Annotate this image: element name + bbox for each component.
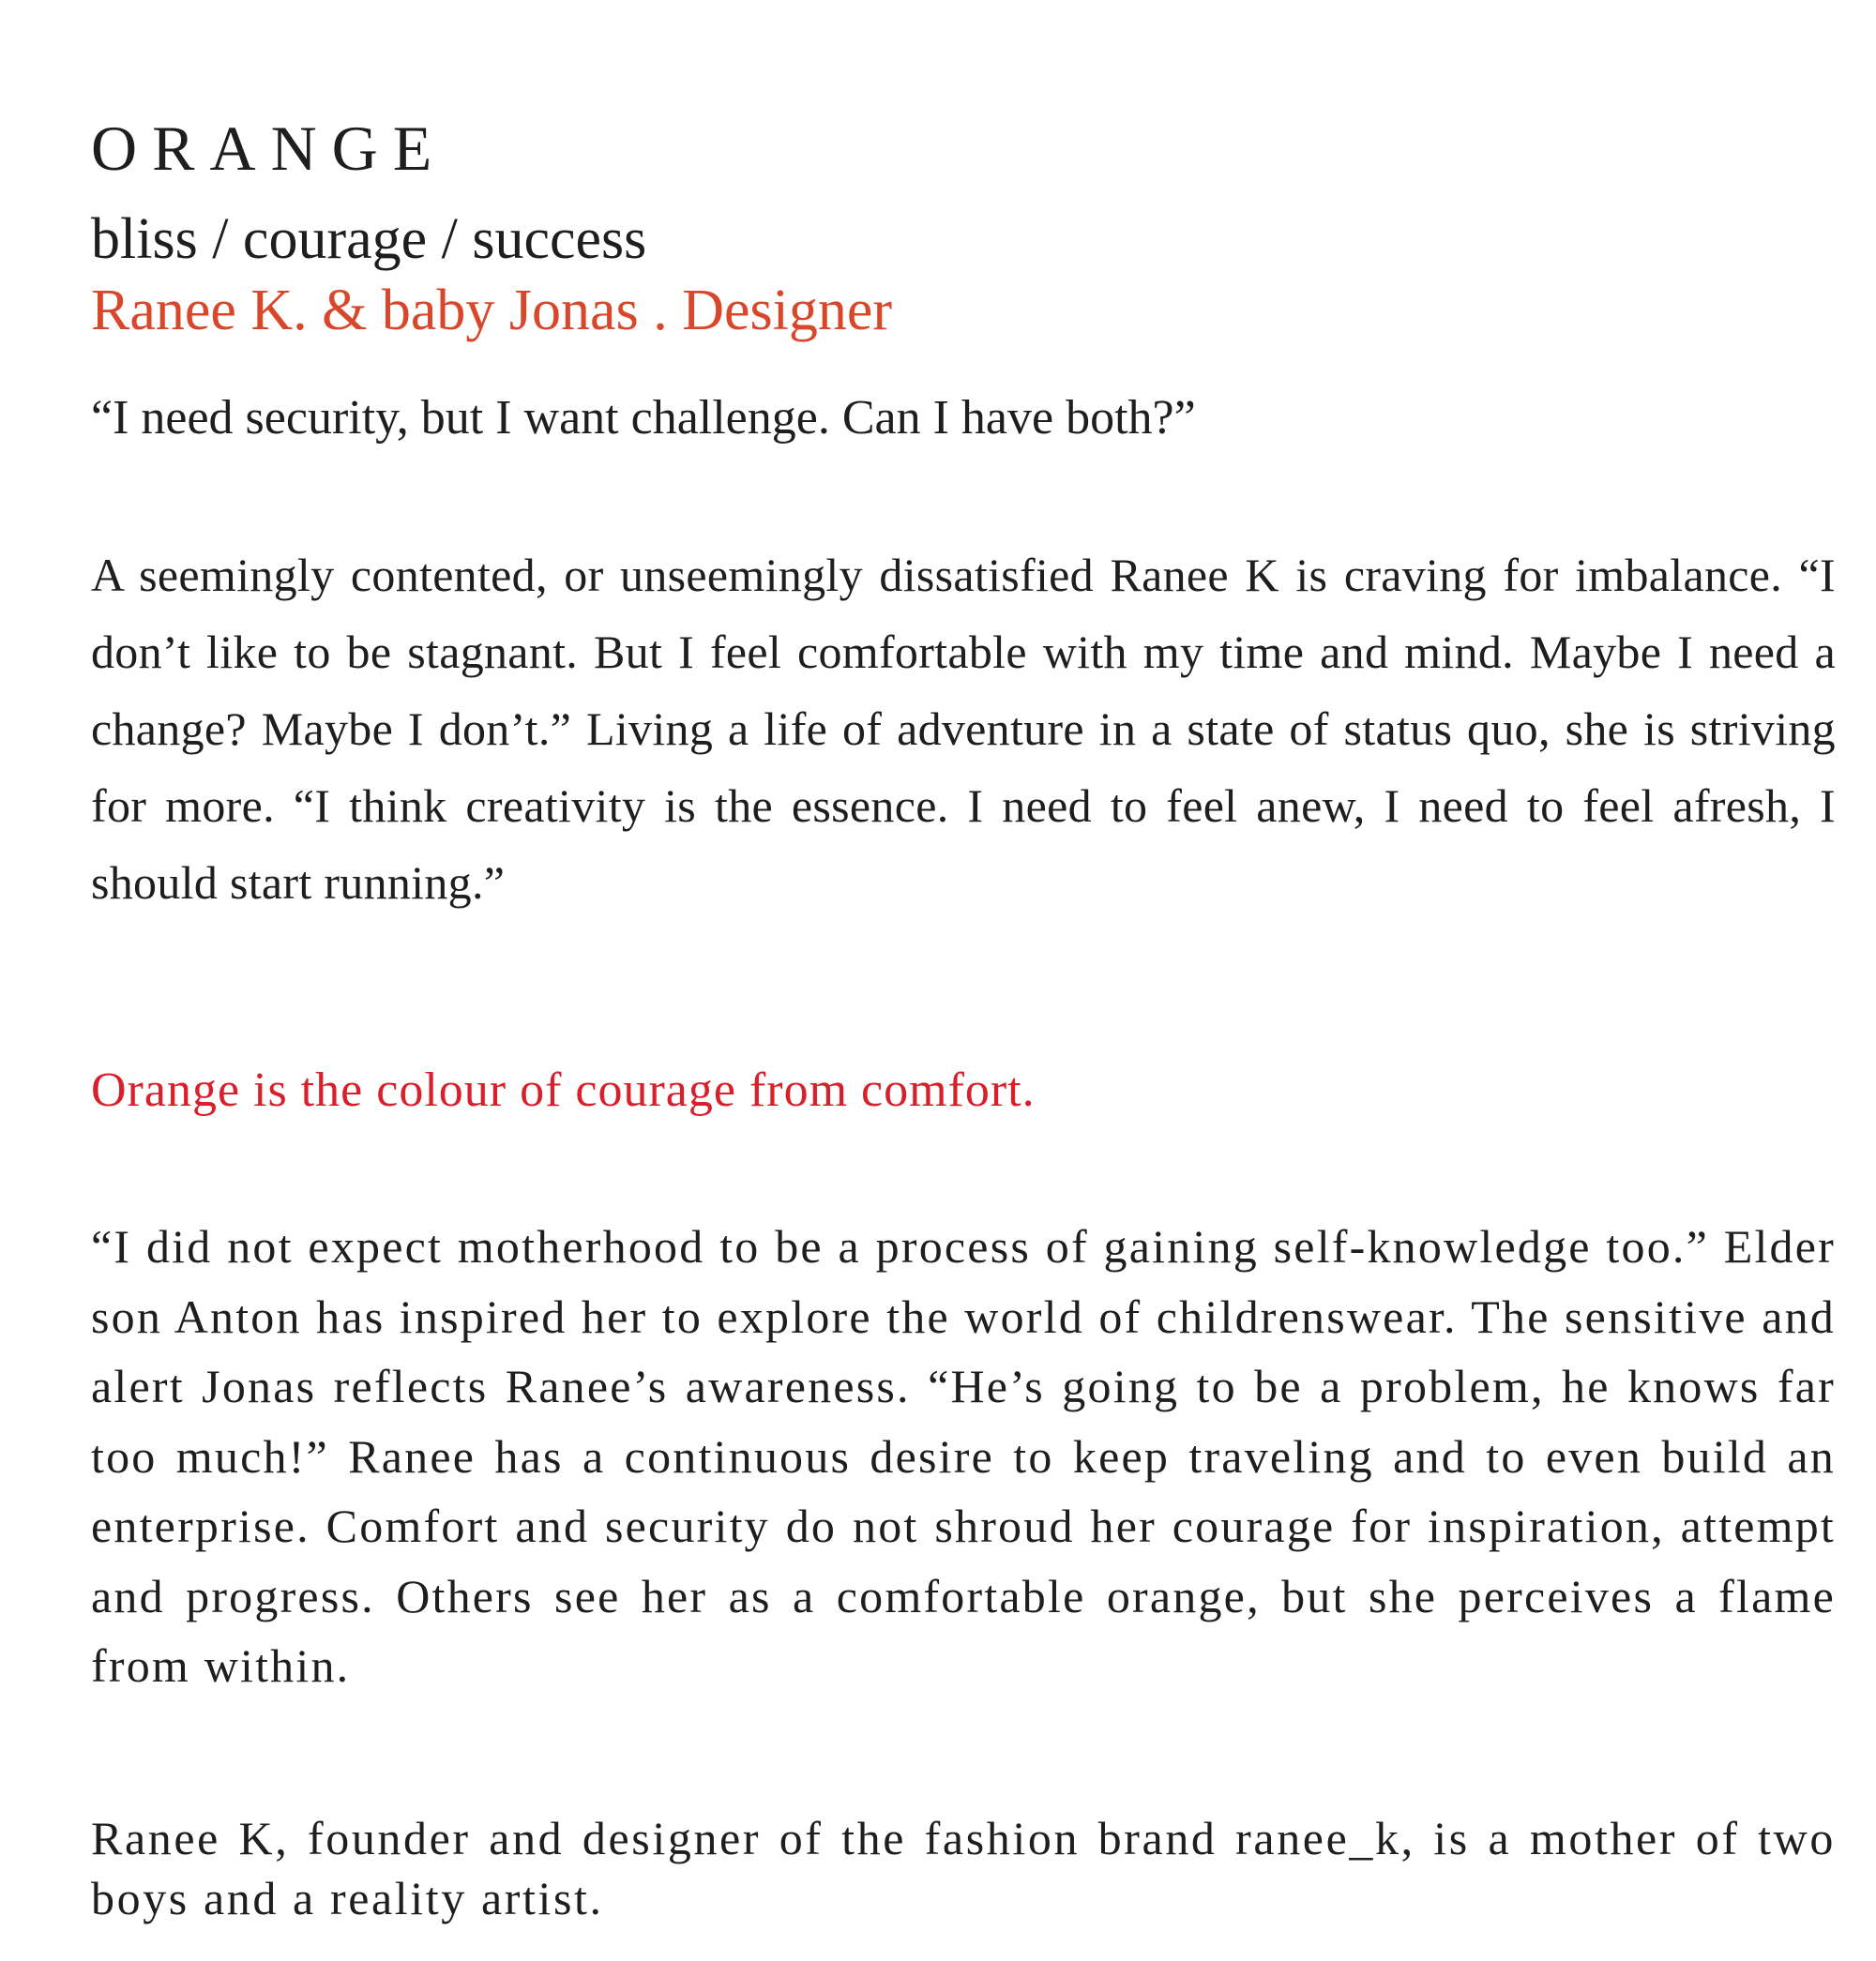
keywords-line: bliss / courage / success [91,207,647,271]
bio-paragraph: Ranee K, founder and designer of the fashion brand ranee_k, is a mother of two boys and a reality artist. [91,1812,1836,1924]
body-paragraph-1: A seemingly contented, or unseemingly dissatisfied Ranee K is craving for imbalance. “I don’t like to be stagnant. But I feel comfortable with my time and mind. Maybe I need a change? Maybe I don’t.” Living a life of adventure in a state of status quo, she is striving for more. “I think creativity is the essence. I need to feel anew, I need to feel afresh, I should start running.” [91,549,1836,909]
body-paragraph-2: “I did not expect motherhood to be a process of gaining self-knowledge too.” Elder son Anton has inspired her to explore the world of childrenswear. The sensitive and alert Jonas reflects Ranee’s awareness. “He’s going to be a problem, he knows far too much!” Ranee has a continuous desire to keep traveling and to even build an enterprise. Comfort and security do not shroud her courage for inspiration, attempt and progress. Others see her as a comfortable orange, but she perceives a flame from within. [91,1220,1836,1692]
highlight-statement: Orange is the colour of courage from comfort. [91,1063,1036,1117]
lead-quote: “I need security, but I want challenge. Can I have both?” [91,391,1196,445]
subject-byline: Ranee K. & baby Jonas . Designer [91,279,893,342]
page-title: ORANGE [91,113,447,184]
